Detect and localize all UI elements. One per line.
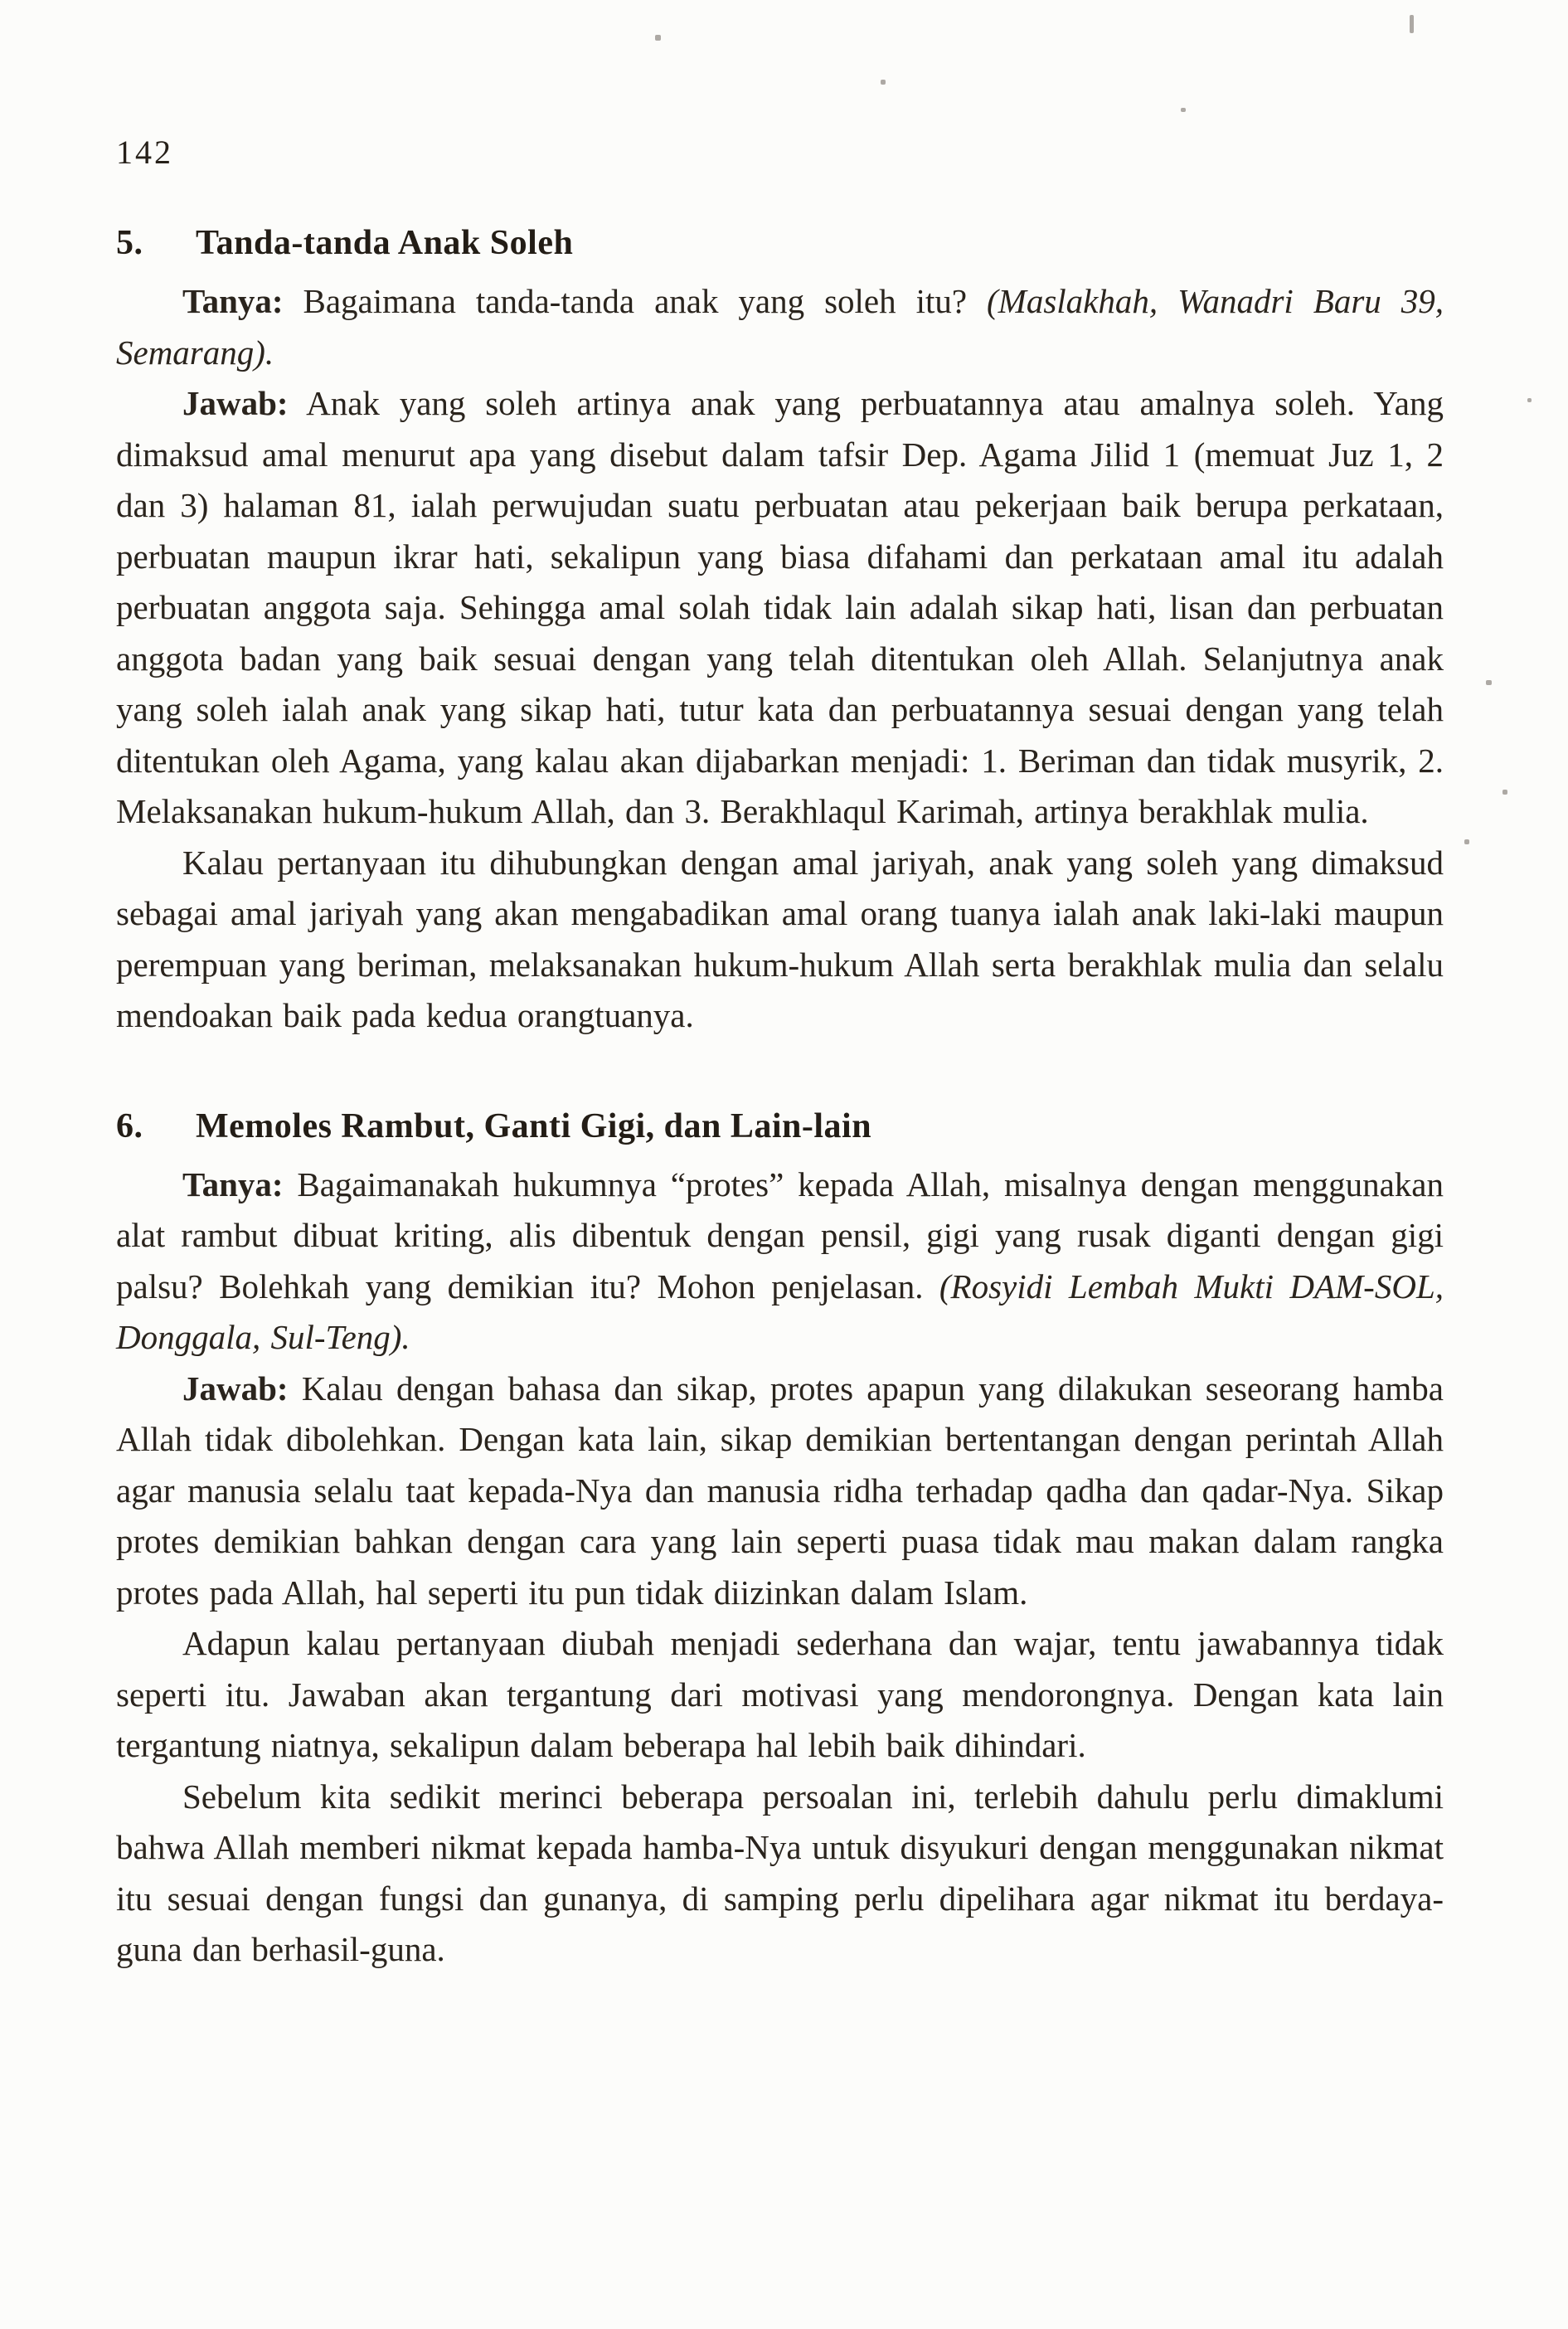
page-content <box>116 223 1444 1976</box>
section-number: 6. <box>116 1106 143 1145</box>
section-heading <box>116 223 1444 263</box>
scan-speck <box>1410 15 1414 33</box>
italic-run: (Rosyidi Lembah Mukti DAM-SOL, Donggala, Sul-Teng). <box>116 1267 1444 1356</box>
bold-run: Jawab: <box>182 1369 289 1408</box>
section-number: 5. <box>116 224 143 262</box>
bold-run: Tanya: <box>182 1164 284 1203</box>
scan-speck <box>1502 790 1507 795</box>
text-run: Anak yang soleh artinya anak yang perbuatannya atau amalnya soleh. Yang dimaksud amal menurut apa yang disebut dalam tafsir Dep. Agama Jilid 1 (memuat Juz 1, 2 dan 3) halaman 81, ialah perwujudan suatu perbuatan atau pekerjaan baik berupa perkataan, perbuatan maupun ikrar hati, sekalipun yang biasa difahami dan perkataan amal itu adalah perbuatan anggota saja. Sehingga amal solah tidak lain adalah sikap hati, lisan dan perbuatan anggota badan yang baik sesuai dengan yang telah ditentukan oleh Allah. Selanjutnya anak yang soleh ialah anak yang sikap hati, tutur kata dan perbuatannya sesuai dengan yang telah ditentukan oleh Agama, yang kalau akan dijabarkan menjadi: 1. Beriman dan tidak musyrik, 2. Melaksanakan hukum-hukum Allah, dan 3. Berakhlaqul Karimah, artinya berakhlak mulia. <box>116 384 1444 830</box>
paragraph <box>116 1160 1444 1364</box>
scan-speck <box>1527 398 1532 402</box>
text-run: Sebelum kita sedikit merinci beberapa persoalan ini, terlebih dahulu perlu dimaklumi bahwa Allah memberi nikmat kepada hamba-Nya untuk disyukuri dengan menggunakan nikmat itu sesuai dengan fungsi dan gunanya, di samping perlu dipelihara agar nikmat itu berdaya-guna dan berhasil-guna. <box>116 1777 1444 1968</box>
bold-run: Tanya: <box>182 282 284 320</box>
scan-speck <box>1464 839 1469 844</box>
paragraph <box>116 1364 1444 1619</box>
text-run: Kalau dengan bahasa dan sikap, protes apapun yang dilakukan seseorang hamba Allah tidak dibolehkan. Dengan kata lain, sikap demikian bertentangan dengan perintah Allah agar manusia selalu taat kepada-Nya dan manusia ridha terhadap qadha dan qadar-Nya. Sikap protes demikian bahkan dengan cara yang lain seperti puasa tidak mau makan dalam rangka protes pada Allah, hal seperti itu pun tidak diizinkan dalam Islam. <box>116 1369 1444 1612</box>
section-heading <box>116 1106 1444 1146</box>
section-title: Tanda-tanda Anak Soleh <box>196 224 574 262</box>
text-run: Bagaimana tanda-tanda anak yang soleh itu? <box>283 282 988 320</box>
paragraph <box>116 378 1444 838</box>
scan-speck <box>881 80 886 85</box>
scan-speck <box>655 35 661 41</box>
text-run: Adapun kalau pertanyaan diubah menjadi sederhana dan wajar, tentu jawabannya tidak seperti itu. Jawaban akan tergantung dari motivasi yang mendorongnya. Dengan kata lain tergantung niatnya, sekalipun dalam beberapa hal lebih baik dihindari. <box>116 1624 1444 1764</box>
section-title: Memoles Rambut, Ganti Gigi, dan Lain-lain <box>196 1106 872 1145</box>
text-run: Bagaimanakah hukumnya “protes” kepada Allah, misalnya dengan menggunakan alat rambut dibuat kriting, alis dibentuk dengan pensil, gigi yang rusak diganti dengan gigi palsu? Bolehkah yang demikian itu? Mohon penjelasan. <box>116 1164 1444 1306</box>
text-run: Kalau pertanyaan itu dihubungkan dengan amal jariyah, anak yang soleh yang dimaksud sebagai amal jariyah yang akan mengabadikan amal orang tuanya ialah anak laki-laki maupun perempuan yang beriman, melaksanakan hukum-hukum Allah serta berakhlak mulia dan selalu mendoakan baik pada kedua orangtuanya. <box>116 843 1444 1034</box>
scan-speck <box>1486 680 1492 685</box>
scan-speck <box>1181 108 1186 112</box>
bold-run: Jawab: <box>182 384 289 422</box>
paragraph <box>116 838 1444 1042</box>
page-number: 142 <box>116 134 173 171</box>
paragraph <box>116 1618 1444 1772</box>
italic-run: (Maslakhah, Wanadri Baru 39, Semarang). <box>116 282 1444 372</box>
paragraph <box>116 1772 1444 1976</box>
paragraph <box>116 276 1444 378</box>
